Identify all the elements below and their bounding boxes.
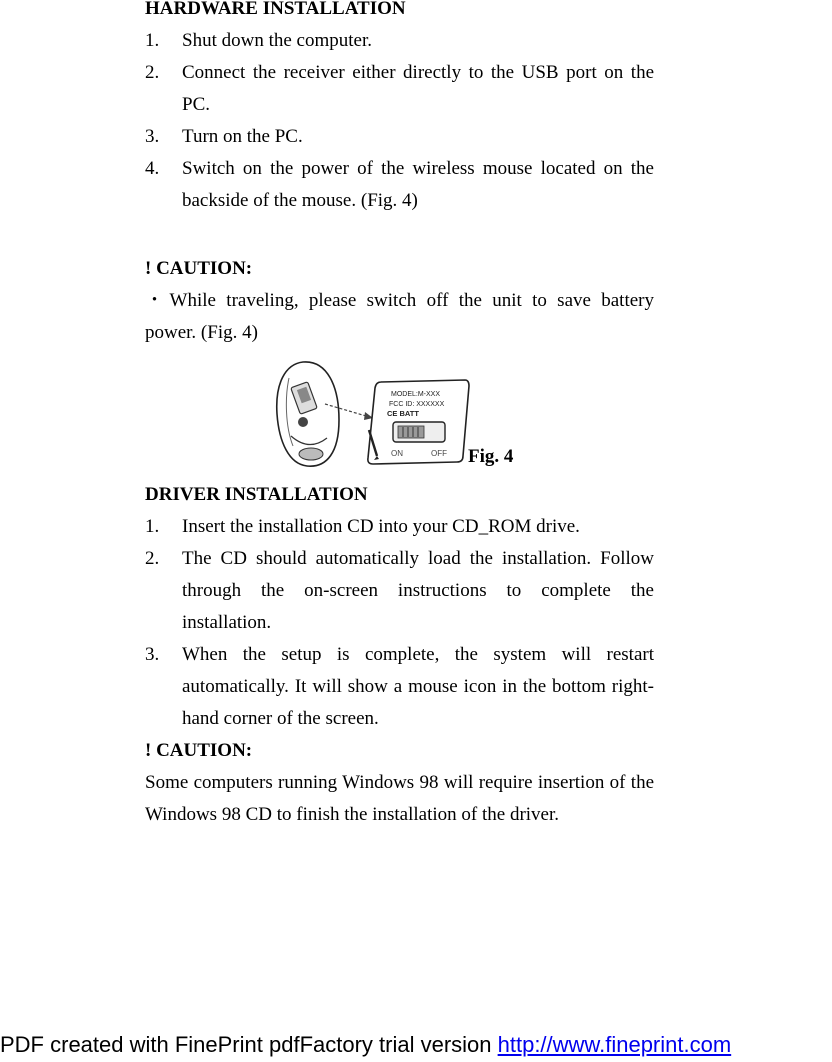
step-text: Connect the receiver either directly to the USB port on the PC. (182, 62, 654, 115)
driver-steps (145, 511, 654, 735)
list-item (145, 639, 654, 735)
figure-4-illustration (273, 356, 473, 468)
step-number: 1. (145, 516, 160, 537)
step-number: 4. (145, 158, 160, 179)
step-number: 1. (145, 30, 160, 51)
driver-section (145, 479, 654, 831)
pdf-footer (0, 1030, 731, 1060)
switch-slider (398, 426, 424, 438)
caution-title: ! CAUTION: (145, 740, 253, 761)
switch-label-on: ON (391, 449, 403, 458)
driver-title: DRIVER INSTALLATION (145, 484, 368, 505)
list-item (145, 511, 654, 543)
caution-text: ・While traveling, please switch off the unit to save battery power. (Fig. 4) (145, 290, 654, 343)
list-item (145, 25, 654, 57)
list-item (145, 121, 654, 153)
step-number: 2. (145, 62, 160, 83)
switch-label-off: OFF (431, 449, 447, 458)
list-item (145, 153, 654, 217)
hardware-title: HARDWARE INSTALLATION (145, 0, 406, 19)
list-item (145, 543, 654, 639)
hardware-section (145, 0, 654, 217)
list-item (145, 57, 654, 121)
caution-section-1 (145, 253, 654, 349)
caution-title: ! CAUTION: (145, 258, 253, 279)
mouse-switch-illustration (273, 356, 473, 468)
step-text: Turn on the PC. (182, 126, 303, 147)
sticker-text-2: FCC ID: XXXXXX (389, 401, 445, 408)
step-text: The CD should automatically load the installation. Follow through the on-screen instructions to complete the installation. (182, 548, 654, 633)
step-text: Insert the installation CD into your CD_ROM drive. (182, 516, 580, 537)
sticker-text-1: MODEL:M-XXX (391, 391, 441, 398)
step-number: 3. (145, 126, 160, 147)
switch-knob (298, 417, 308, 427)
hardware-steps (145, 25, 654, 217)
caution-text: Some computers running Windows 98 will require insertion of the Windows 98 CD to finish the installation of the driver. (145, 772, 654, 825)
footer-text: PDF created with FinePrint pdfFactory trial version (0, 1032, 498, 1057)
fineprint-link[interactable]: http://www.fineprint.com (497, 1032, 732, 1057)
sticker-text-3: CE BATT (387, 409, 419, 418)
figure-label: Fig. 4 (468, 446, 514, 467)
step-text: Shut down the computer. (182, 30, 372, 51)
step-number: 2. (145, 548, 160, 569)
step-number: 3. (145, 644, 160, 665)
step-text: Switch on the power of the wireless mouse located on the backside of the mouse. (Fig. 4) (182, 158, 654, 211)
step-text: When the setup is complete, the system will restart automatically. It will show a mouse icon in the bottom right-hand corner of the screen. (182, 644, 654, 729)
mouse-foot (299, 448, 323, 460)
